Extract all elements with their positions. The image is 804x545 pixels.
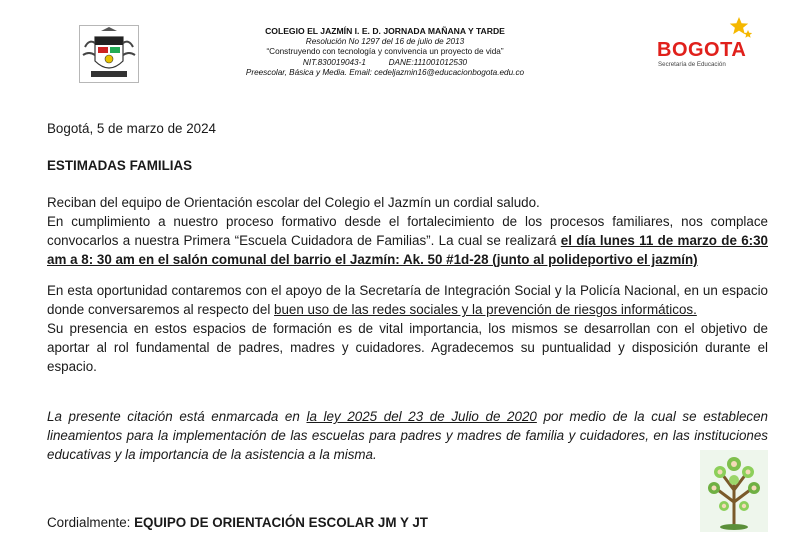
paragraph-legal [47, 407, 768, 464]
topic-text: buen uso de las redes sociales y la prevención de riesgos informáticos. [274, 302, 697, 317]
support-text: En esta oportunidad contaremos con el apoyo de la Secretaría de Integración Social y la Policía Nacional, en un espacio donde conversaremos al respecto del [47, 283, 768, 317]
letter-closing [47, 513, 768, 532]
bogota-logo-subtitle: Secretaría de Educación [658, 61, 726, 68]
bogota-secretaria-logo [655, 16, 760, 71]
event-details: el día lunes 11 de marzo de 6:30 am a 8: 30 am en el salón comunal del barrio el Jazmín: Ak. 50 #1d-28 (junto al polideportivo el jazmín) [47, 233, 769, 267]
school-header [220, 26, 550, 79]
letter-salutation: ESTIMADAS FAMILIAS [47, 158, 193, 173]
letter-date: Bogotá, 5 de marzo de 2024 [47, 121, 216, 136]
legal-text-a: La presente citación está enmarcada en [47, 409, 307, 424]
closing-signature: EQUIPO DE ORIENTACIÓN ESCOLAR JM Y JT [134, 515, 428, 530]
importance-text: Su presencia en estos espacios de formación es de vital importancia, los mismos se desarrollan con el objetivo de aportar al rol fundamental de padres, madres y cuidadores. Agradecemos su puntualidad y disposición durante el espacio. [47, 321, 768, 374]
closing-label: Cordialmente: [47, 515, 135, 530]
school-name: COLEGIO EL JAZMÍN I. E. D. JORNADA MAÑANA Y TARDE [265, 26, 505, 36]
bogota-logo-text: BOGOTA [657, 39, 747, 61]
motto-line: “Construyendo con tecnología y convivencia un proyecto de vida” [266, 47, 504, 57]
invitation-text: En cumplimiento a nuestro proceso formativo desde el fortalecimiento de los procesos familiares, nos complace convocarlos a nuestra Primera “Escuela Cuidadora de Familias”. La cual se realizará [47, 214, 768, 248]
law-reference: la ley 2025 del 23 de Julio de 2020 [306, 409, 537, 424]
legal-text-b: por medio de la cual se establecen lineamientos para la implementación de las escuelas para padres y madres de familia y cuidadores, en las instituciones educativas y la importancia de la asistencia a la misma. [47, 409, 768, 462]
school-crest-logo [79, 25, 139, 83]
levels-email-line: Preescolar, Básica y Media. Email: cedeljazmin16@educacionbogota.edu.co [245, 68, 525, 78]
paragraph-support [47, 281, 768, 376]
resolution-line: Resolución No 1297 del 16 de julio de 2013 [305, 36, 465, 46]
greeting-line: Reciban del equipo de Orientación escolar del Colegio el Jazmín un cordial saludo. [47, 195, 540, 210]
nit-dane-line: NIT.830019043-1 DANE:111001012530 [302, 57, 468, 67]
paragraph-invitation [47, 193, 768, 269]
